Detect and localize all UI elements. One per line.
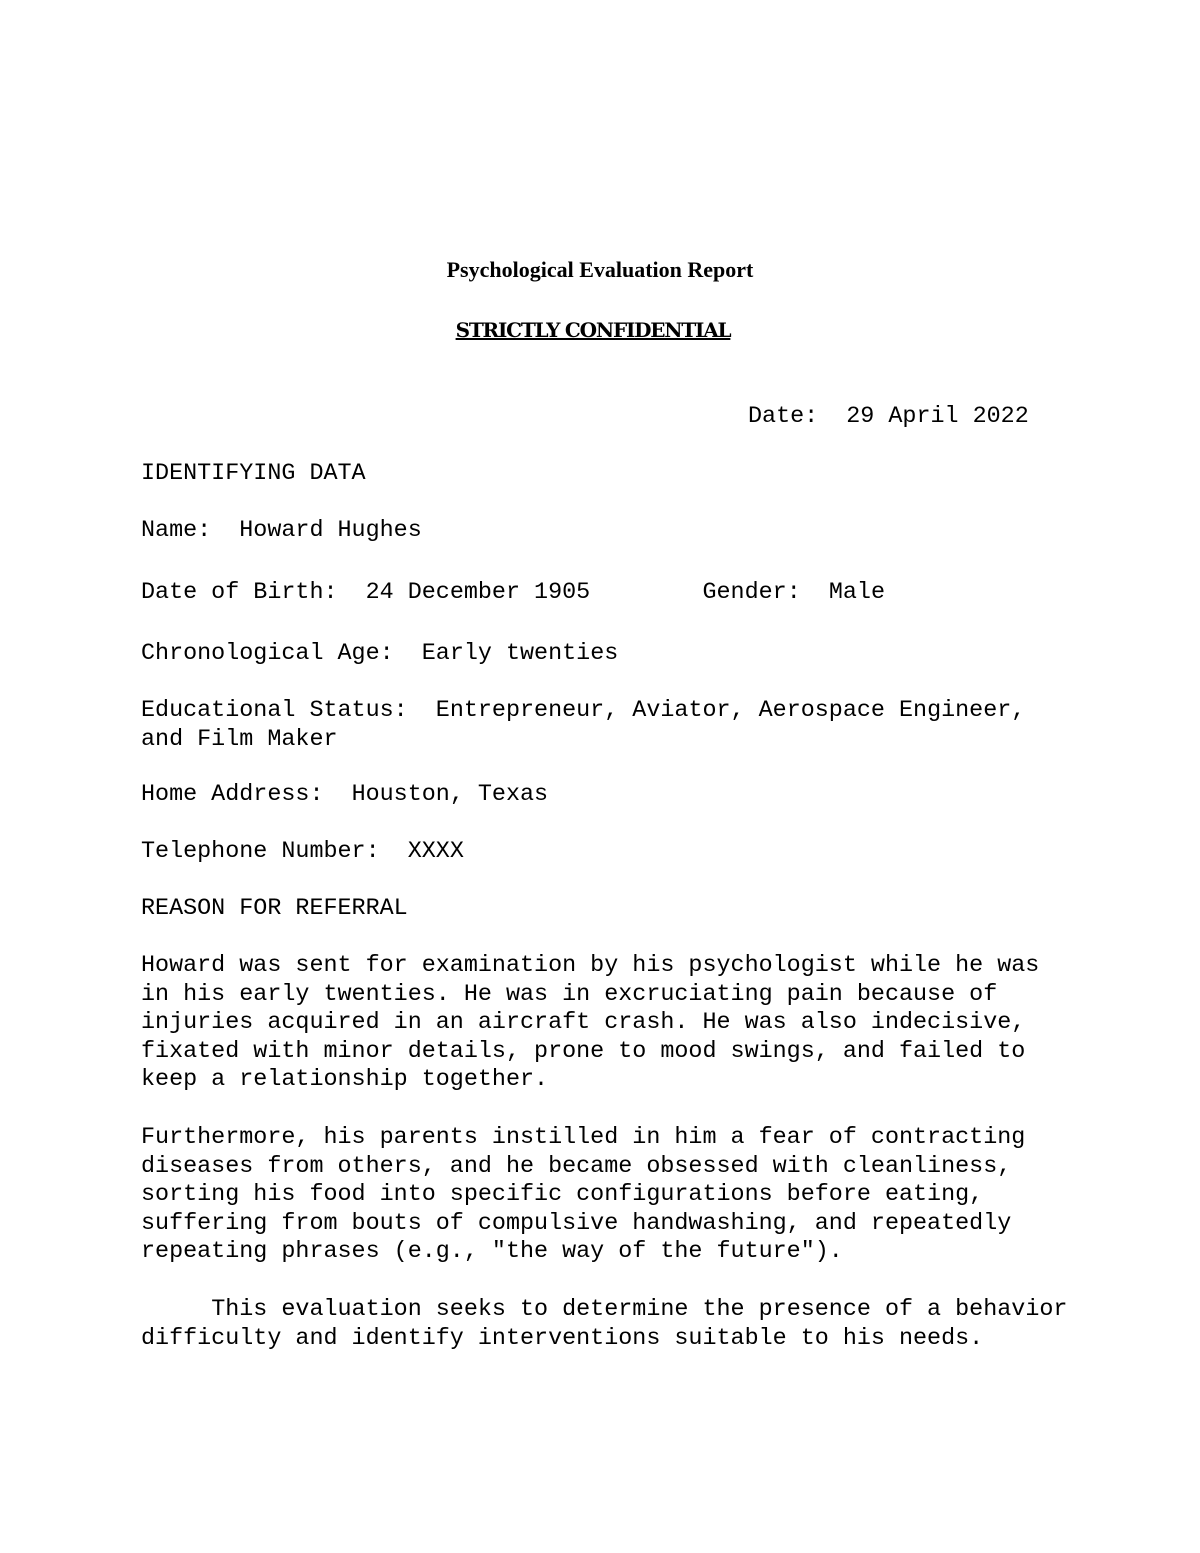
education-value-line2: and Film Maker [141,726,338,753]
gender-value: Male [828,580,885,606]
referral-heading: REASON FOR REFERRAL [141,896,408,922]
paragraph-line: suffering from bouts of compulsive handwashing, and repeatedly [141,1210,1012,1237]
paragraph-line: Furthermore, his parents instilled in him a fear of contracting [141,1125,1026,1151]
paragraph-line: injuries acquired in an aircraft crash. He was also indecisive, [141,1010,1026,1037]
phone-label: Telephone Number: [141,839,380,865]
referral-paragraph-2 [141,1124,1025,1267]
address-value: Houston, Texas [351,782,549,808]
paragraph-line: Howard was sent for examination by his psychologist while he was [141,953,1040,979]
age-field [141,640,618,669]
date-label: Date: [748,404,819,430]
paragraph-line: keep a relationship together. [141,1067,549,1094]
date-value: 29 April 2022 [846,404,1029,430]
referral-paragraph-1 [141,952,1039,1095]
name-value: Howard Hughes [239,518,422,544]
education-value-line1: Entrepreneur, Aviator, Aerospace Engineer, [435,698,1026,724]
paragraph-line: repeating phrases (e.g., "the way of the future"). [141,1239,843,1266]
education-field [141,697,1025,754]
education-label: Educational Status: [141,698,408,724]
dob-label: Date of Birth: [141,580,338,606]
paragraph-line: diseases from others, and he became obsessed with cleanliness, [141,1153,1012,1180]
name-field [141,517,422,546]
identifying-data-heading: IDENTIFYING DATA [141,461,366,487]
address-field [141,781,548,810]
paragraph-line: in his early twenties. He was in excruciating pain because of [141,981,998,1008]
paragraph-line: difficulty and identify interventions suitable to his needs. [141,1325,984,1352]
report-title: Psychological Evaluation Report [446,257,754,282]
report-date [748,403,1029,432]
age-value: Early twenties [421,641,619,667]
phone-value: XXXX [407,839,464,865]
age-label: Chronological Age: [141,641,394,667]
phone-field [141,838,464,867]
address-label: Home Address: [141,782,324,808]
confidential-notice: STRICTLY CONFIDENTIAL [455,318,731,342]
paragraph-line: fixated with minor details, prone to mood swings, and failed to [141,1038,1026,1065]
dob-gender-field [141,579,885,608]
paragraph-line: sorting his food into specific configurations before eating, [141,1182,984,1209]
dob-value: 24 December 1905 [365,580,591,606]
paragraph-line: This evaluation seeks to determine the presence of a behavior [211,1297,1068,1323]
gender-label: Gender: [702,580,801,606]
referral-paragraph-3 [141,1296,1067,1353]
name-label: Name: [141,518,212,544]
